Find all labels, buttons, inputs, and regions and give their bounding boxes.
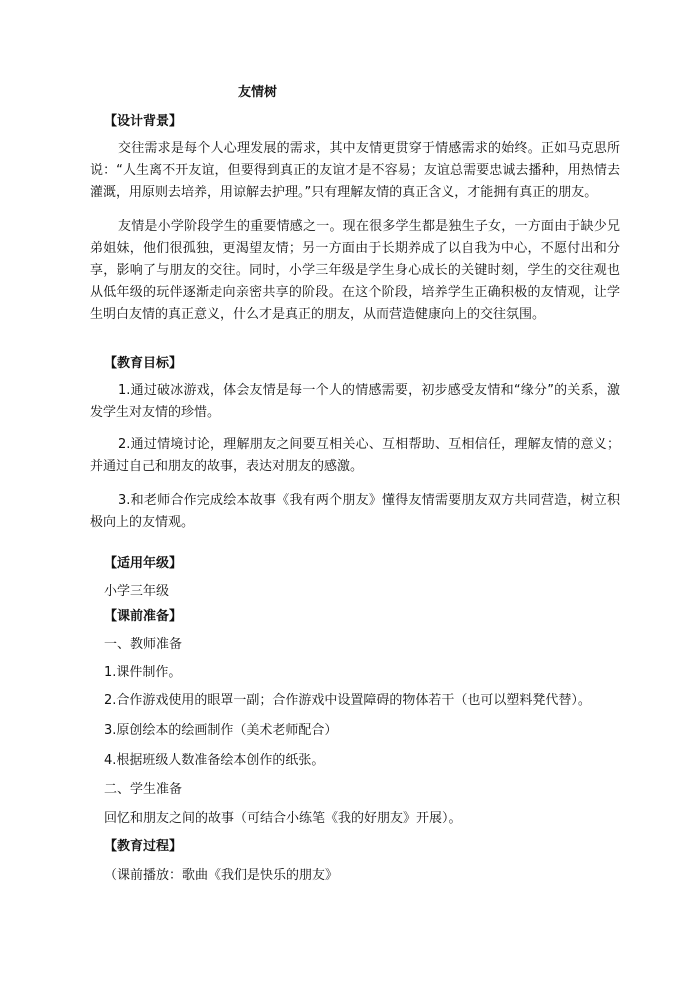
section-heading-process: 【教育过程】 <box>104 839 183 854</box>
grade-value: 小学三年级 <box>104 584 170 599</box>
paragraph-design-background-2: 友情是小学阶段学生的重要情感之一。现在很多学生都是独生子女，一方面由于缺少兄弟姐妹，他们很孤独，更渴望友情；另一方面由于长期养成了以自我为中心，不愿付出和分享，影响了与朋友的交往。同时，小学三年级是学生身心成长的关键时刻，学生的交往观也从低年级的玩伴逐渐走向亲密共享的阶段。在这个阶段，培养学生正确积极的友情观，让学生明白友情的真正意义，什么才是真正的朋友，从而营造健康向上的交往氛围。 <box>90 219 620 322</box>
teacher-prep-item-2: 2.合作游戏使用的眼罩一副；合作游戏中设置障碍的物体若干（也可以塑料凳代替）。 <box>104 693 591 708</box>
student-prep-item: 回忆和朋友之间的故事（可结合小练笔《我的好朋友》开展）。 <box>104 811 462 826</box>
process-first-line: （课前播放：歌曲《我们是快乐的朋友》 <box>104 868 339 883</box>
section-heading-grade: 【适用年级】 <box>104 556 183 571</box>
goal-item-3: 3.和老师合作完成绘本故事《我有两个朋友》懂得友情需要朋友双方共同营造，树立积极向上的友情观。 <box>90 493 620 530</box>
goal-item-2: 2.通过情境讨论，理解朋友之间要互相关心、互相帮助、互相信任，理解友情的意义；并通过自己和朋友的故事，表达对朋友的感激。 <box>90 437 620 474</box>
teacher-prep-item-3: 3.原创绘本的绘画制作（美术老师配合） <box>104 723 338 738</box>
section-heading-education-goals: 【教育目标】 <box>104 356 183 371</box>
section-heading-preparation: 【课前准备】 <box>104 609 183 624</box>
paragraph-design-background-1: 交往需求是每个人心理发展的需求，其中友情更贯穿于情感需求的始终。正如马克思所说：“人生离不开友谊，但要得到真正的友谊才是不容易；友谊总需要忠诚去播种，用热情去灌溉，用原则去培养，用谅解去护理。”只有理解友情的真正含义，才能拥有真正的朋友。 <box>90 141 620 200</box>
document-title: 友情树 <box>238 85 278 100</box>
teacher-prep-item-4: 4.根据班级人数准备绘本创作的纸张。 <box>104 753 325 768</box>
student-preparation-title: 二、学生准备 <box>104 782 183 797</box>
section-heading-design-background: 【设计背景】 <box>104 114 183 129</box>
goal-item-1: 1.通过破冰游戏，体会友情是每一个人的情感需要，初步感受友情和“缘分”的关系，激发学生对友情的珍惜。 <box>90 383 620 420</box>
teacher-prep-item-1: 1.课件制作。 <box>104 665 182 680</box>
teacher-preparation-title: 一、教师准备 <box>104 637 183 652</box>
